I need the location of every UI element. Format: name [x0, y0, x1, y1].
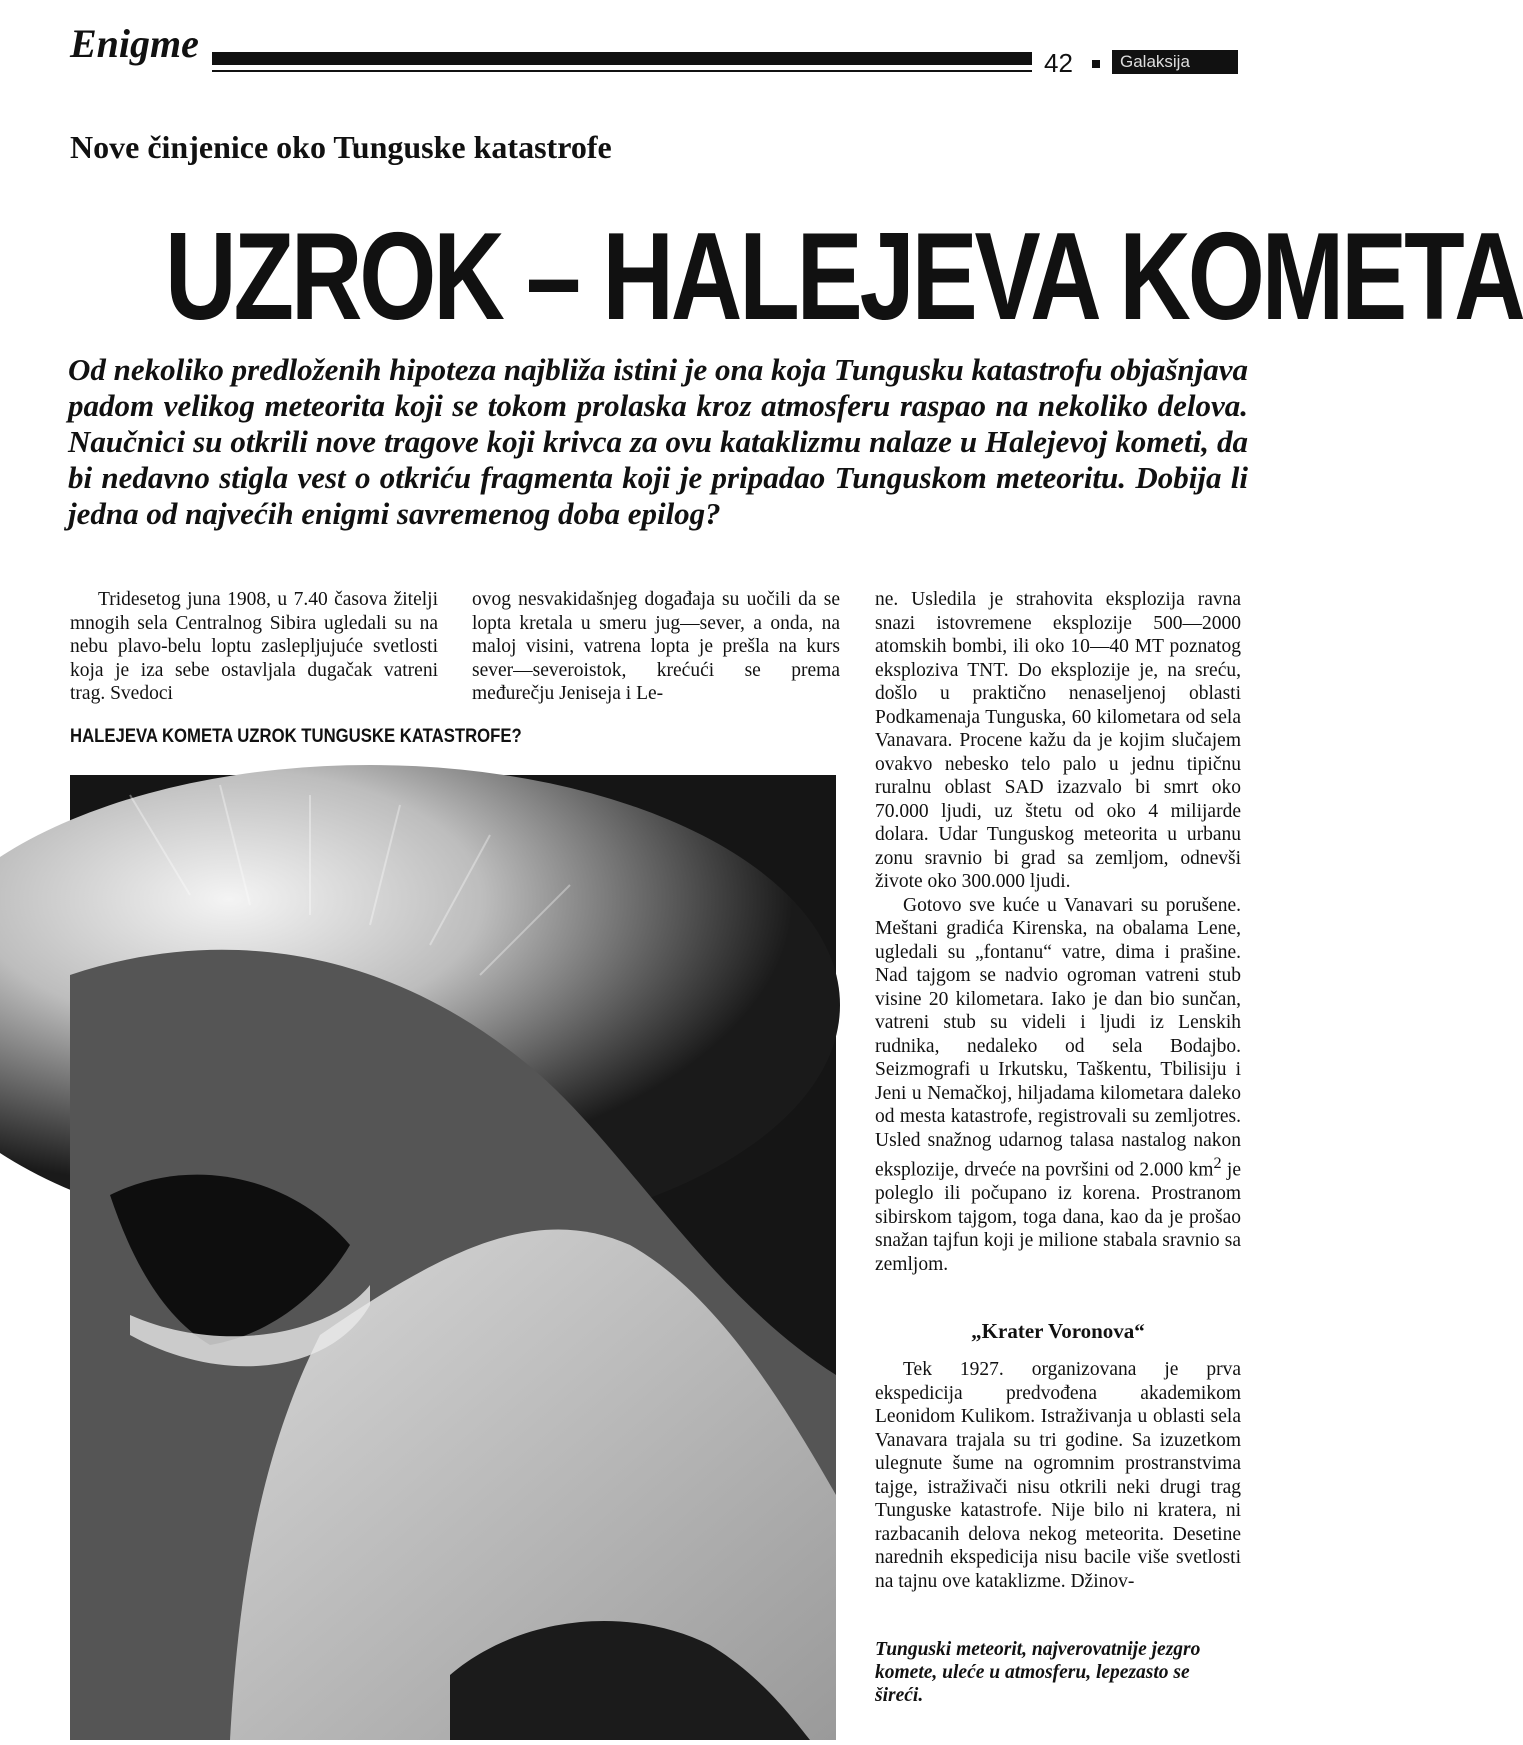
- header-rule: [212, 52, 1032, 65]
- paragraph-part: Gotovo sve kuće u Vanavari su porušene. Meštani gradića Kirenska, na obalama Lene, ugledali su „fontanu“ vatre, dima i prašine. Nad tajgom se nadvio ogroman vatreni stub visine 20 kilometara. Iako je dan bio sunčan, vatreni stub su videli i ljudi iz Lenskih rudnika, nedaleko od sela Bodajbo. Seizmografi u Irkutsku, Taškentu, Tbilisiju i Jeni u Nemačkoj, hiljadama kilometara daleko od mesta katastrofe, registrovali su zemljotres. Usled snažnog udarnog talasa nastalog nakon eksplozije, drveće na površini od 2.000 km: [875, 894, 1241, 1181]
- text-column-3: [875, 588, 1241, 1276]
- bullet-square: [1092, 60, 1100, 68]
- magazine-name: Galaksija: [1112, 50, 1238, 74]
- image-caption: Tunguski meteorit, najverovatnije jezgro komete, uleće u atmosferu, lepezasto se šireći.: [875, 1639, 1201, 1706]
- article-headline: UZROK – HALEJEVA KOMETA: [165, 208, 1523, 346]
- text-column-1: [70, 588, 438, 706]
- section-title: Enigme: [70, 21, 199, 66]
- text-column-3-continued: [875, 1358, 1241, 1593]
- header-rule-thin: [212, 70, 1032, 72]
- article-kicker: Nove činjenice oko Tunguske katastrofe: [70, 129, 612, 165]
- superscript: 2: [1213, 1154, 1222, 1172]
- page-number: 42: [1044, 48, 1073, 78]
- paragraph: Tek 1927. organizovana je prva ekspedicija predvođena akademikom Leonidom Kulikom. Istraživanja u oblasti sela Vanavara trajala su tri godine. Sa izuzetkom ulegnute šume na ogromnim prostranstvima tajge, istraživači nisu otkrili neki drugi trag Tunguske katastrofe. Nije bilo ni kratera, ni razbacanih delova nekog meteorita. Desetine narednih ekspedicija nisu bacile više svetlosti na tajnu ove kataklizme. Džinov-: [875, 1359, 1241, 1592]
- subheading: „Krater Voronova“: [971, 1319, 1145, 1343]
- paragraph-part: je poleglo ili počupano iz korena. Prostranom sibirskom tajgom, toga dana, kao da je prošao snažan tajfun koji je milione stabala sravnio sa zemljom.: [875, 1159, 1241, 1275]
- comet-illustration: [70, 775, 836, 1740]
- paragraph: Tridesetog juna 1908, u 7.40 časova žitelji mnogih sela Centralnog Sibira ugledali su na nebu plavo-belu loptu zaslepljujuće svetlosti koja je iza sebe ostavljala dugačak vatreni trag. Svedoci: [70, 589, 438, 704]
- photo-caption: HALEJEVA KOMETA UZROK TUNGUSKE KATASTROFE?: [70, 726, 522, 747]
- paragraph: ovog nesvakidašnjeg događaja su uočili da se lopta kretala u smeru jug—sever, a onda, na maloj visini, vatrena lopta je prešla na kurs sever—severoistok, krećući se prema međurečju Jeniseja i Le-: [472, 589, 840, 704]
- paragraph: ne. Usledila je strahovita eksplozija ravna snazi istovremene eksplozije 500—2000 atomskih bombi, ili oko 10—40 MT poznatog eksploziva TNT. Do eksplozije je, na sreću, došlo u praktično nenaseljenoj oblasti Podkamenaja Tunguska, 60 kilometara od sela Vanavara. Procene kažu da je kojim slučajem ovakvo nebesko telo palo u jednu tipičnu ruralnu oblast SAD izazvalo bi smrt oko 70.000 ljudi, uz štetu od oko 4 milijarde dolara. Udar Tunguskog meteorita u urbanu zonu sravnio bi grad sa zemljom, odnevši živote oko 300.000 ljudi.: [875, 589, 1241, 892]
- comet-photo: [70, 775, 836, 1740]
- paragraph: [875, 894, 1241, 1277]
- article-lead: Od nekoliko predloženih hipoteza najbliža istini je ona koja Tungusku katastrofu objašnjava padom velikog meteorita koji se tokom prolaska kroz atmosferu raspao na nekoliko delova. Naučnici su otkrili nove tragove koji krivca za ovu kataklizmu nalaze u Halejevoj kometi, da bi nedavno stigla vest o otkriću fragmenta koji je pripadao Tunguskom meteoritu. Dobija li jedna od najvećih enigmi savremenog doba epilog?: [68, 352, 1248, 531]
- text-column-2: [472, 588, 840, 706]
